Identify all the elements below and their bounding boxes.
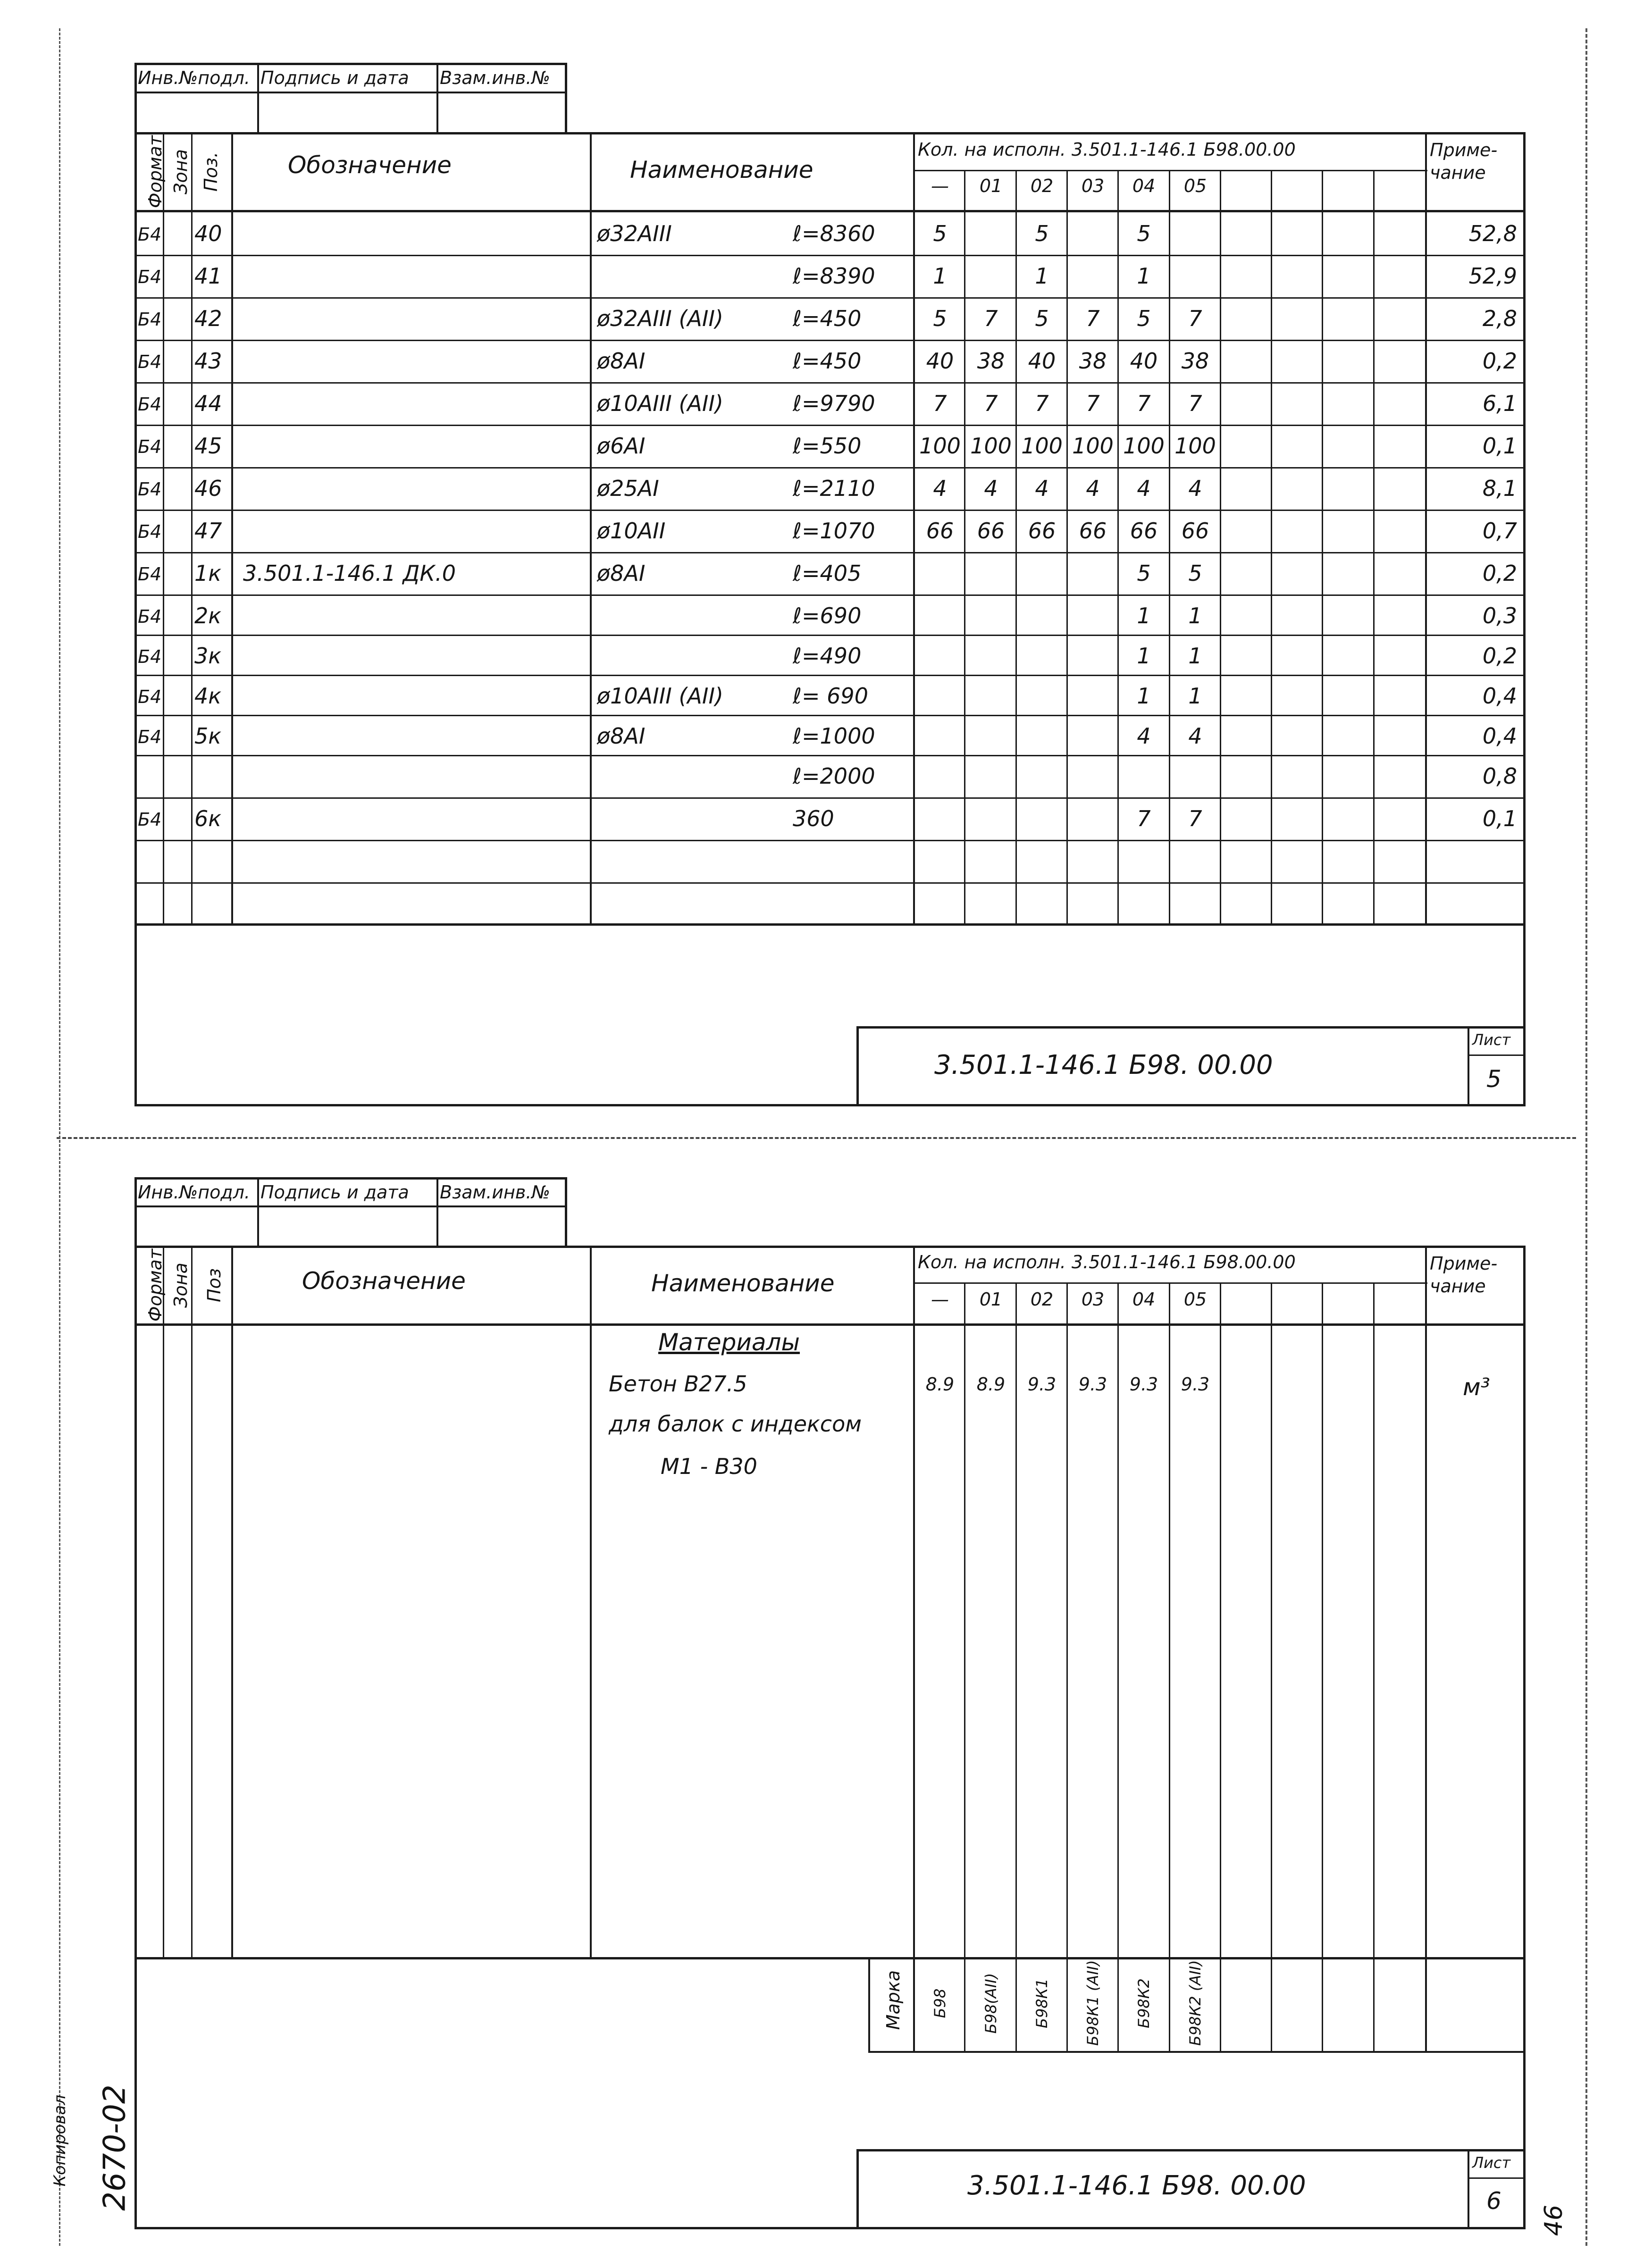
row-quantity: 66 [1130,518,1158,544]
variant-header: 01 [979,1289,1003,1310]
row-note: 0,7 [1482,518,1517,544]
header-qty-title: Кол. на исполн. 3.501.1-146.1 Б98.00.00 [918,139,1296,160]
row-quantity: 7 [933,391,947,416]
row-format: Б4 [138,727,162,747]
row-quantity: 40 [1130,348,1158,374]
row-quantity: 66 [1028,518,1056,544]
title-block-sheet-label: Лист [1472,1031,1511,1049]
row-quantity: 4 [1137,476,1151,501]
row-position: 5к [194,723,222,749]
row-note: 0,8 [1482,763,1517,789]
row-quantity: 7 [1086,306,1100,331]
row-quantity: 4 [1035,476,1049,501]
row-position: 44 [194,391,222,416]
row-designation: 3.501.1-146.1 ДК.0 [243,561,456,586]
row-line [134,255,1526,256]
row-quantity: 4 [933,476,947,501]
row-note: 0,1 [1482,433,1517,459]
row-length: ℓ=405 [793,561,862,586]
row-quantity: 7 [1086,391,1100,416]
s2-header-pos: Поз [204,1268,225,1303]
row-note: 0,2 [1482,643,1517,669]
row-line [134,552,1526,553]
row-quantity: 1 [1137,263,1151,289]
row-format: Б4 [138,564,162,585]
row-line [134,467,1526,469]
row-length: ℓ=1000 [793,723,875,749]
row-format: Б4 [138,521,162,542]
row-position: 40 [194,221,222,246]
row-line [134,715,1526,716]
row-quantity: 7 [1137,806,1151,831]
variant-header: 04 [1132,176,1156,196]
row-format: Б4 [138,479,162,500]
row-quantity: 7 [1188,306,1202,331]
variant-header: 03 [1081,176,1105,196]
mark-item: Б98К1 (АII) [1084,1960,1102,2046]
row-quantity: 100 [1072,433,1114,459]
row-quantity: 100 [1174,433,1216,459]
row-quantity: 4 [1188,476,1202,501]
row-length: ℓ=1070 [793,518,875,544]
material-quantity: 8.9 [976,1374,1006,1395]
s2-header-designation: Обозначение [302,1267,466,1295]
row-note: 0,2 [1482,348,1517,374]
row-name: ø25AI [597,476,659,501]
row-position: 41 [194,263,222,289]
row-quantity: 4 [984,476,998,501]
stamp-zam: Взам.инв.№ [440,67,550,88]
row-format: Б4 [138,436,162,457]
s2-header-qty-title: Кол. на исполн. 3.501.1-146.1 Б98.00.00 [918,1252,1296,1272]
row-quantity: 1 [1137,643,1151,669]
row-quantity: 40 [926,348,954,374]
variant-header: 05 [1183,1289,1207,1310]
row-length: ℓ=8390 [793,263,875,289]
row-quantity: 38 [1079,348,1107,374]
row-quantity: 7 [984,306,998,331]
row-position: 47 [194,518,222,544]
row-length: 360 [793,806,834,831]
row-format: Б4 [138,267,162,287]
row-position: 45 [194,433,222,459]
header-note: Приме- чание [1430,140,1498,183]
row-quantity: 1 [1188,603,1202,628]
row-note: 0,3 [1482,603,1517,628]
variant-header: 01 [979,176,1003,196]
row-line [134,297,1526,299]
row-quantity: 5 [1035,306,1049,331]
row-quantity: 4 [1137,723,1151,749]
materials-line-1: Бетон В27.5 [609,1371,747,1397]
row-note: 52,8 [1468,221,1517,246]
row-name: ø8AI [597,723,646,749]
sheet-divider [57,1137,1576,1139]
material-quantity: 9.3 [1181,1374,1210,1395]
row-name: ø8AI [597,561,646,586]
row-length: ℓ=2110 [793,476,875,501]
s2-title-block-sheet-label: Лист [1472,2154,1511,2172]
row-line [134,425,1526,426]
row-position: 46 [194,476,222,501]
variant-header: 02 [1030,1289,1054,1310]
row-line [134,882,1526,884]
row-name: ø8AI [597,348,646,374]
row-format: Б4 [138,394,162,415]
header-designation: Обозначение [288,151,452,179]
row-line [134,635,1526,636]
row-quantity: 4 [1086,476,1100,501]
row-quantity: 1 [1035,263,1049,289]
row-position: 6к [194,806,222,831]
stamp-inv: Инв.№подл. [138,67,251,88]
row-length: ℓ=2000 [793,763,875,789]
row-line [134,755,1526,756]
row-format: Б4 [138,351,162,372]
row-quantity: 7 [984,391,998,416]
row-quantity: 4 [1188,723,1202,749]
row-quantity: 5 [1188,561,1202,586]
row-line [134,510,1526,511]
header-pos: Поз. [201,151,222,192]
title-block-sheet-number: 5 [1486,1065,1501,1093]
s2-header-format: Формат [145,1248,166,1322]
row-line [134,382,1526,384]
row-quantity: 66 [1181,518,1209,544]
row-note: 0,1 [1482,806,1517,831]
row-position: 2к [194,603,222,628]
row-line [134,840,1526,841]
header-format: Формат [145,135,166,209]
variant-header: — [931,176,949,196]
row-quantity: 7 [1188,391,1202,416]
row-position: 1к [194,561,222,586]
row-format: Б4 [138,686,162,707]
row-format: Б4 [138,309,162,330]
row-quantity: 1 [1137,683,1151,709]
row-quantity: 100 [1021,433,1063,459]
row-name: ø10AIII (AII) [597,391,723,416]
s2-header-zone: Зона [170,1263,191,1308]
row-line [134,797,1526,799]
row-quantity: 100 [1123,433,1165,459]
materials-line-2: для балок с индексом [609,1411,862,1437]
row-name: ø32AIII (AII) [597,306,723,331]
materials-line-3: М1 - В30 [661,1454,757,1479]
row-quantity: 5 [1137,221,1151,246]
row-name: ø32AIII [597,221,672,246]
row-format: Б4 [138,606,162,627]
row-length: ℓ=9790 [793,391,875,416]
row-length: ℓ=450 [793,348,862,374]
row-quantity: 38 [1181,348,1209,374]
row-note: 0,4 [1482,683,1517,709]
row-quantity: 1 [1188,683,1202,709]
row-quantity: 5 [1137,561,1151,586]
row-name: ø10AIII (AII) [597,683,723,709]
row-length: ℓ=450 [793,306,862,331]
row-quantity: 1 [1137,603,1151,628]
title-block-code: 3.501.1-146.1 Б98. 00.00 [934,1050,1273,1080]
row-note: 2,8 [1482,306,1517,331]
row-format: Б4 [138,809,162,830]
row-name: ø10AII [597,518,666,544]
row-format: Б4 [138,224,162,245]
left-edge-dashes [59,28,60,2246]
row-quantity: 7 [1188,806,1202,831]
row-note: 0,4 [1482,723,1517,749]
variant-header: 04 [1132,1289,1156,1310]
s2-header-note: Приме- чание [1430,1253,1498,1297]
right-edge-dashes [1585,28,1587,2246]
row-position: 3к [194,643,222,669]
variant-header: — [931,1289,949,1310]
header-zone: Зона [170,149,191,194]
row-quantity: 7 [1137,391,1151,416]
row-quantity: 1 [933,263,947,289]
mark-item: Б98(АII) [982,1973,1000,2034]
row-quantity: 38 [977,348,1005,374]
variant-header: 03 [1081,1289,1105,1310]
mark-item: Б98К2 (АII) [1186,1960,1204,2046]
row-note: 6,1 [1482,391,1517,416]
stamp2-zam: Взам.инв.№ [440,1182,550,1203]
row-quantity: 100 [970,433,1012,459]
row-length: ℓ=8360 [793,221,875,246]
side-note: Копировал [50,2094,70,2187]
row-quantity: 5 [933,221,947,246]
row-length: ℓ=490 [793,643,862,669]
s2-title-block-sheet-number: 6 [1486,2187,1501,2215]
row-line [134,675,1526,676]
row-note: 52,9 [1468,263,1517,289]
row-line [134,594,1526,596]
row-quantity: 5 [933,306,947,331]
material-quantity: 8.9 [925,1374,955,1395]
row-quantity: 66 [926,518,954,544]
row-line [134,340,1526,341]
material-quantity: 9.3 [1078,1374,1107,1395]
material-quantity: 9.3 [1129,1374,1158,1395]
corner-mark: 46 [1540,2204,1568,2236]
stamp2-inv: Инв.№подл. [138,1182,251,1203]
row-length: ℓ=690 [793,603,862,628]
row-note: 8,1 [1482,476,1517,501]
row-length: ℓ=550 [793,433,862,459]
mark-item: Б98К2 [1135,1978,1153,2028]
row-name: ø6AI [597,433,646,459]
mark-item: Б98К1 [1033,1978,1051,2028]
row-note: 0,2 [1482,561,1517,586]
row-quantity: 1 [1188,643,1202,669]
row-quantity: 40 [1028,348,1056,374]
row-quantity: 7 [1035,391,1049,416]
marks-label: Марка [883,1970,904,2030]
row-format: Б4 [138,646,162,667]
mark-item: Б98 [931,1988,949,2018]
row-position: 42 [194,306,222,331]
stamp-sign: Подпись и дата [260,67,409,88]
row-position: 4к [194,683,222,709]
materials-unit: м³ [1463,1373,1490,1401]
row-quantity: 66 [1079,518,1107,544]
row-position: 43 [194,348,222,374]
material-quantity: 9.3 [1027,1374,1057,1395]
archive-number: 2670-02 [97,2084,133,2211]
row-quantity: 100 [919,433,961,459]
row-quantity: 5 [1035,221,1049,246]
row-quantity: 66 [977,518,1005,544]
s2-header-name: Наименование [651,1270,835,1297]
variant-header: 02 [1030,176,1054,196]
variant-header: 05 [1183,176,1207,196]
s2-title-block-code: 3.501.1-146.1 Б98. 00.00 [967,2170,1306,2201]
row-length: ℓ= 690 [793,683,868,709]
row-quantity: 5 [1137,306,1151,331]
stamp2-sign: Подпись и дата [260,1182,409,1203]
header-name: Наименование [630,156,814,184]
materials-heading: Материалы [658,1329,800,1356]
